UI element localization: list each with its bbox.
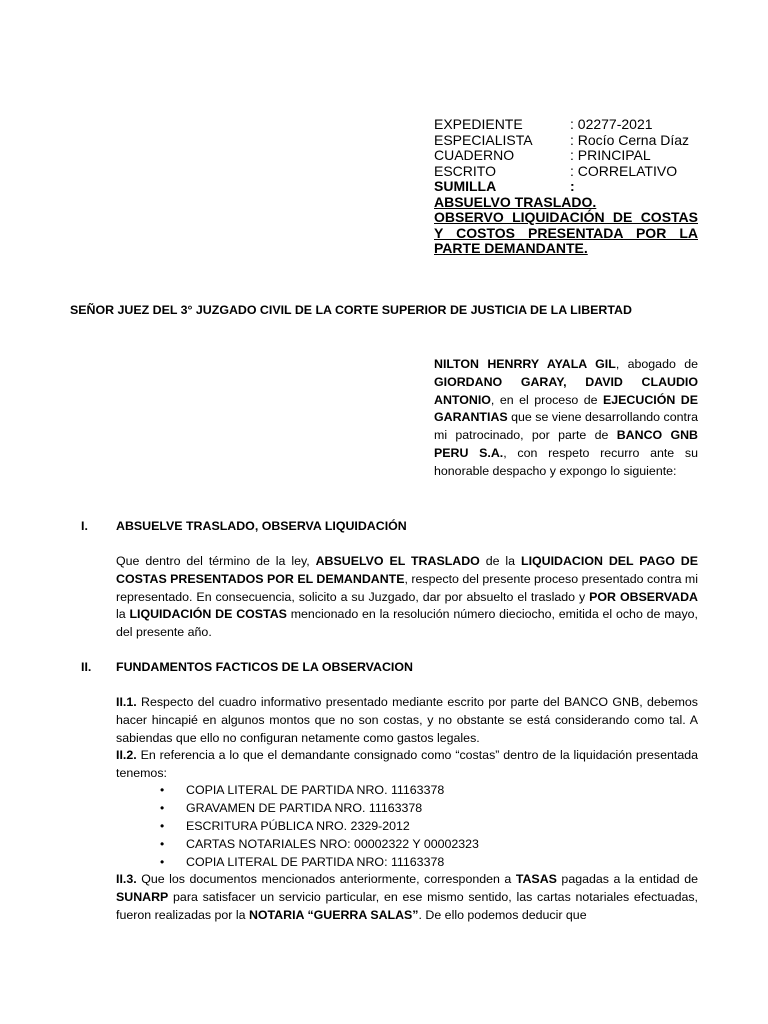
item-bold-text: TASAS xyxy=(515,872,557,886)
lawyer-name: NILTON HENRRY AYALA GIL xyxy=(434,357,616,371)
paragraph-text: , respecto del presente proceso presentado contra mi representado. En consecuencia, solicito a su Juzgado, dar por absuelto el traslado y xyxy=(116,571,698,604)
header-label: ESPECIALISTA xyxy=(434,131,533,148)
header-row-especialista xyxy=(434,133,698,149)
header-label: EXPEDIENTE xyxy=(434,116,523,132)
header-value: : CORRELATIVO xyxy=(570,162,678,179)
header-row-expediente xyxy=(434,117,698,133)
item-plain-text: . De ello podemos deducir que xyxy=(418,907,587,922)
item-II-2 xyxy=(116,747,698,783)
header-value: : Rocío Cerna Díaz xyxy=(570,131,690,148)
bullet: • xyxy=(160,855,165,869)
section-1-paragraph xyxy=(116,553,698,642)
list-item xyxy=(160,781,479,799)
paragraph-text: Que dentro del término de la ley, xyxy=(116,554,316,568)
section-number: I. xyxy=(81,519,88,533)
list-item xyxy=(160,817,479,835)
case-header xyxy=(434,117,698,257)
intro-paragraph xyxy=(434,356,698,481)
bullet: • xyxy=(160,783,165,797)
section-number: II. xyxy=(81,660,92,674)
paragraph-bold: LIQUIDACIÓN DE COSTAS xyxy=(129,607,287,622)
sumilla-line: OBSERVO LIQUIDACIÓN DE COSTAS xyxy=(434,209,698,225)
item-number: II.2. xyxy=(116,748,137,762)
sumilla-text xyxy=(434,195,698,257)
section-title: ABSUELVE TRASLADO, OBSERVA LIQUIDACIÓN xyxy=(116,519,407,533)
bullet: • xyxy=(160,837,165,851)
list-item-text: COPIA LITERAL DE PARTIDA NRO: 11163378 xyxy=(186,855,445,869)
process-name: EJECUCIÓN DE GARANTIAS xyxy=(434,392,698,425)
paragraph-bold: LIQUIDACION DEL PAGO DE COSTAS PRESENTADOS POR EL DEMANDANTE xyxy=(116,554,698,586)
intro-text: , con respeto recurro ante su honorable despacho y expongo lo siguiente: xyxy=(434,445,698,478)
list-item-text: ESCRITURA PÚBLICA NRO. 2329-2012 xyxy=(186,819,410,833)
header-label: CUADERNO xyxy=(434,147,515,163)
list-item-text: COPIA LITERAL DE PARTIDA NRO. 11163378 xyxy=(186,783,445,797)
paragraph-text: mencionado en la resolución número dieciocho, emitida el ocho de mayo, del presente año. xyxy=(116,607,698,640)
item-text xyxy=(116,694,698,747)
sumilla-line: Y COSTOS PRESENTADA POR LA xyxy=(434,224,698,241)
bank-name: BANCO GNB PERU S.A. xyxy=(434,428,698,460)
item-plain-text: En referencia a lo que el demandante consignado como “costas” dentro de la liquidación presentada tenemos: xyxy=(116,748,698,780)
list-item-text: CARTAS NOTARIALES NRO: 00002322 Y 00002323 xyxy=(186,837,479,851)
sumilla-line: ABSUELVO TRASLADO. xyxy=(434,193,597,210)
paragraph-text: de la xyxy=(479,554,521,568)
header-value: : PRINCIPAL xyxy=(570,147,651,163)
intro-text: que se viene desarrollando contra mi patrocinado, por parte de xyxy=(434,410,698,443)
sumilla-line: PARTE DEMANDANTE. xyxy=(434,240,588,256)
item-number: II.1. xyxy=(116,695,137,709)
item-text xyxy=(116,747,698,783)
item-bold-text: SUNARP xyxy=(116,889,169,904)
item-II-3 xyxy=(116,871,698,924)
item-plain-text: para satisfacer un servicio particular, en ese mismo sentido, las cartas notariales efectuadas, fueron realizadas por la xyxy=(116,889,698,922)
paragraph-text: la xyxy=(116,607,130,622)
item-II-1 xyxy=(116,694,698,747)
sumilla-label: SUMILLA xyxy=(434,178,497,194)
bullet: • xyxy=(160,819,165,833)
list-item xyxy=(160,799,479,817)
paragraph-bold: ABSUELVO EL TRASLADO xyxy=(315,554,480,568)
section-1-heading xyxy=(81,518,407,536)
header-row-sumilla xyxy=(434,179,698,195)
paragraph-bold: POR OBSERVADA xyxy=(589,589,698,604)
intro-text: , abogado de xyxy=(615,357,698,371)
intro-text: , en el proceso de xyxy=(490,392,604,407)
section-title: FUNDAMENTOS FACTICOS DE LA OBSERVACION xyxy=(116,660,413,674)
item-bold-text: Respecto del cuadro informativo presentado mediante escrito por parte del BANCO GNB, debemos hacer hincapié en algunos montos que no son costas, y no obstante se está considerando como tal. A sabiendas que ello no configuran netamente como gastos legales. xyxy=(116,695,698,745)
costs-list xyxy=(160,781,479,871)
section-2-heading xyxy=(81,659,413,677)
list-item xyxy=(160,835,479,853)
list-item-text: GRAVAMEN DE PARTIDA NRO. 11163378 xyxy=(186,801,423,815)
item-plain-text: Que los documentos mencionados anteriormente, corresponden a xyxy=(136,872,516,886)
item-bold-text: NOTARIA “GUERRA SALAS” xyxy=(248,907,419,922)
item-text xyxy=(116,871,698,924)
sumilla-colon: : xyxy=(570,178,575,194)
header-label: ESCRITO xyxy=(434,162,496,179)
client-name: GIORDANO GARAY, DAVID CLAUDIO ANTONIO xyxy=(434,374,698,407)
item-plain-text: pagadas a la entidad de xyxy=(556,872,698,886)
bullet: • xyxy=(160,801,165,815)
header-row-escrito xyxy=(434,164,698,180)
list-item xyxy=(160,853,479,871)
header-row-cuaderno xyxy=(434,148,698,164)
item-number: II.3. xyxy=(116,872,137,886)
header-value: : 02277-2021 xyxy=(570,116,653,132)
addressee: SEÑOR JUEZ DEL 3° JUZGADO CIVIL DE LA CORTE SUPERIOR DE JUSTICIA DE LA LIBERTAD xyxy=(70,303,632,317)
